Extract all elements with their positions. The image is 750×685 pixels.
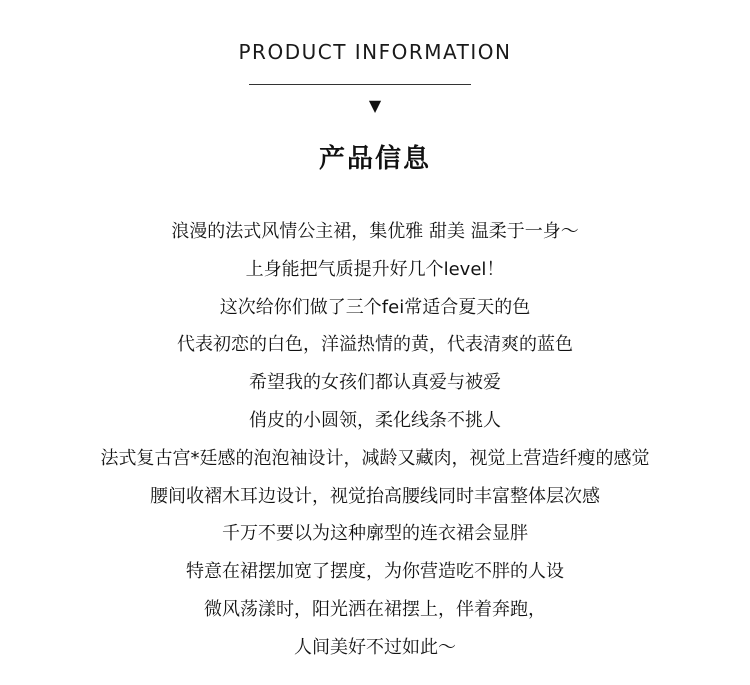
description-line: 千万不要以为这种廓型的连衣裙会显胖 [222,523,528,545]
description-line: 希望我的女孩们都认真爱与被爱 [249,372,501,394]
description-line: 俏皮的小圆领，柔化线条不挑人 [249,409,501,431]
down-triangle-icon: ▼ [368,96,382,115]
description-line: 人间美好不过如此～ [294,636,456,658]
description-line: 上身能把气质提升好几个level！ [245,258,505,280]
description-line: 法式复古宫*廷感的泡泡袖设计，减龄又藏肉，视觉上营造纤瘦的感觉 [100,447,650,469]
header-divider [249,84,471,85]
description-line: 浪漫的法式风情公主裙，集优雅 甜美 温柔于一身～ [171,221,579,242]
description-line: 代表初恋的白色，洋溢热情的黄，代表清爽的蓝色 [177,334,573,356]
description-line: 腰间收褶木耳边设计，视觉抬高腰线同时丰富整体层次感 [150,485,600,507]
description-list [0,213,750,667]
section-title: 产品信息 [318,144,431,174]
header-title: PRODUCT INFORMATION [238,40,512,64]
description-line: 微风荡漾时，阳光洒在裙摆上，伴着奔跑， [204,598,546,620]
description-line: 这次给你们做了三个fei常适合夏天的色 [219,296,531,318]
description-line: 特意在裙摆加宽了摆度，为你营造吃不胖的人设 [186,561,564,583]
